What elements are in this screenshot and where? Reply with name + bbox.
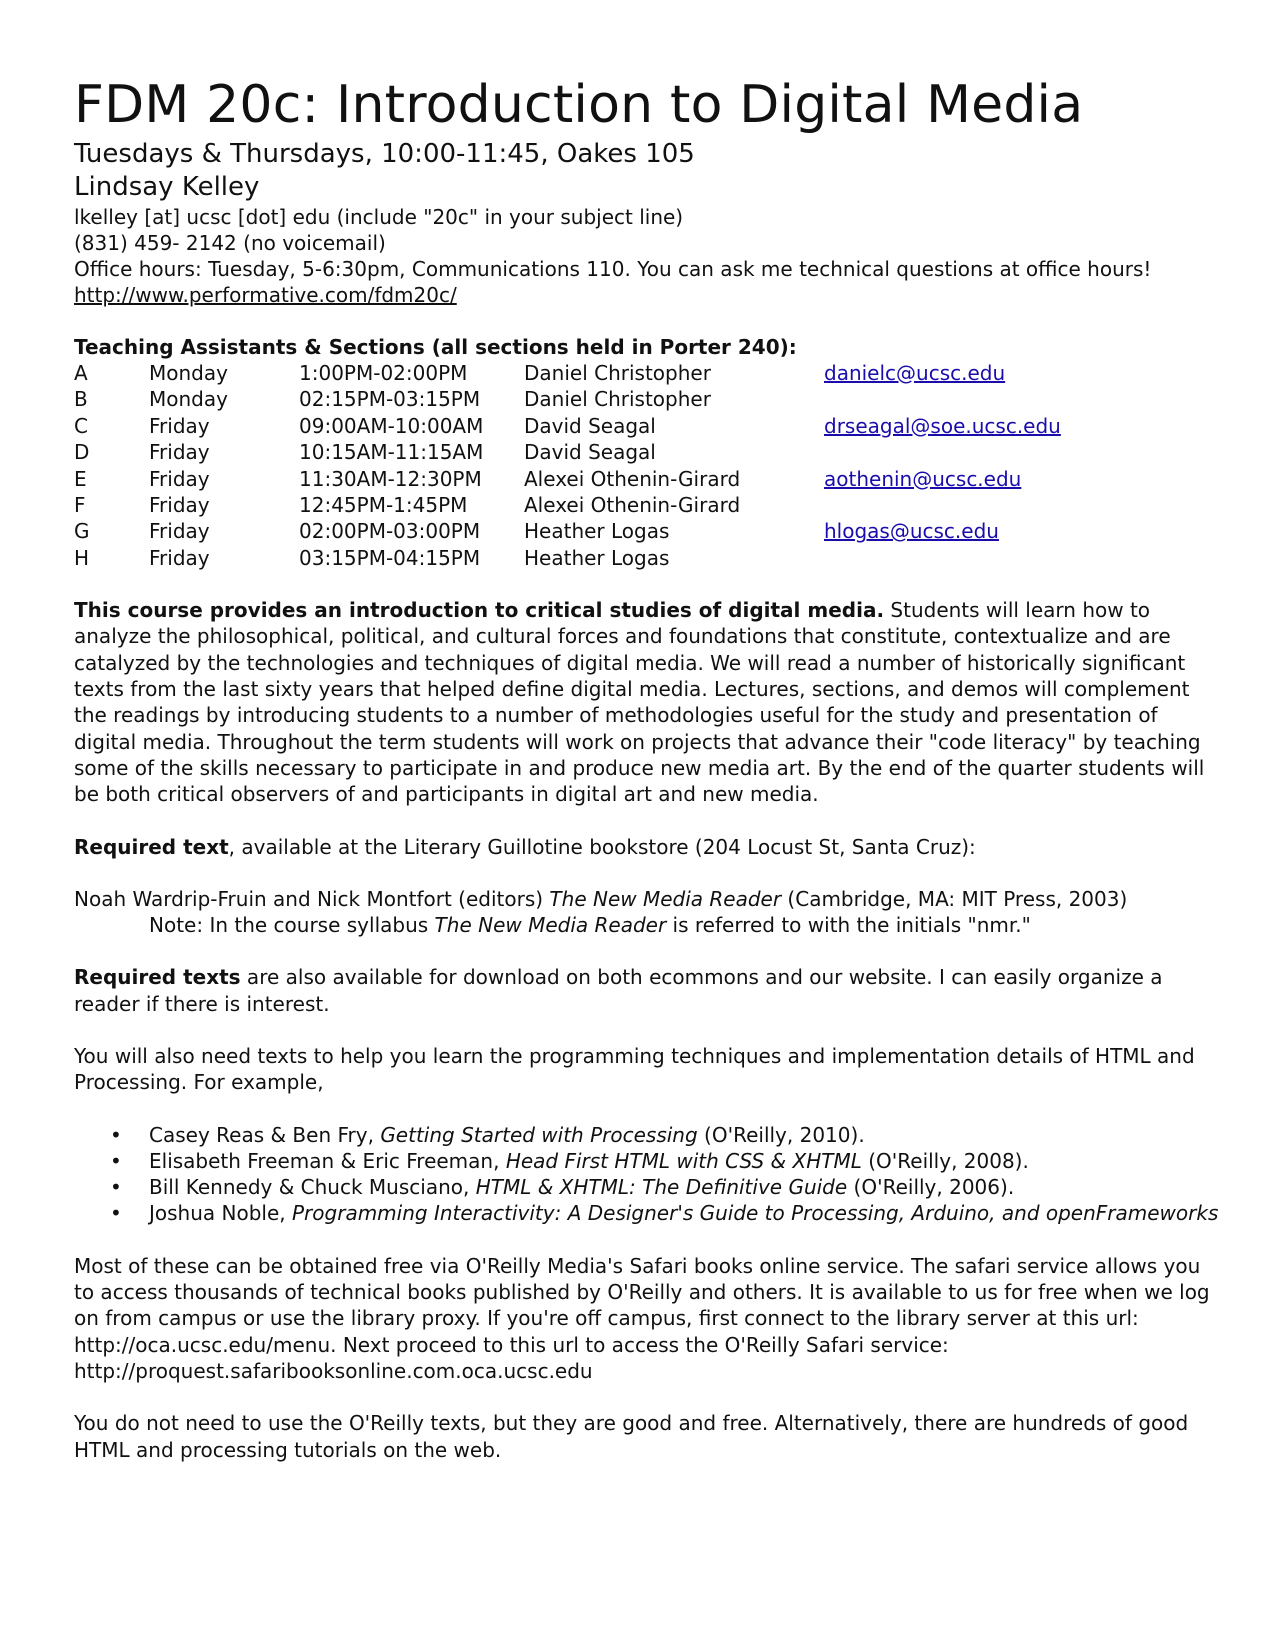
book-authors: Bill Kennedy & Chuck Musciano,	[149, 1175, 476, 1200]
required-text-line: Required text, available at the Literary Guillotine bookstore (204 Locust St, Santa Cruz):	[74, 834, 976, 859]
section-time: 11:30AM-12:30PM	[299, 466, 482, 491]
ta-email-cell	[824, 386, 1124, 412]
section-day: Friday	[149, 466, 210, 491]
section-time: 02:00PM-03:00PM	[299, 519, 481, 544]
section-time: 12:45PM-1:45PM	[299, 492, 468, 517]
ta-name: David Seagal	[524, 413, 656, 438]
ta-email-link[interactable]: hlogas@ucsc.edu	[824, 519, 999, 544]
section-day: Friday	[149, 519, 210, 544]
ta-email-cell	[824, 492, 1124, 518]
section-letter: G	[74, 519, 90, 544]
book-item	[74, 1200, 1224, 1226]
course-description	[74, 597, 1224, 807]
book-item	[74, 1122, 1224, 1148]
bullet-icon: •	[110, 1148, 122, 1173]
ta-row	[74, 466, 1124, 492]
required-text-lead: Required text	[74, 834, 229, 859]
book-item	[74, 1174, 1224, 1200]
ta-sections-table	[74, 360, 1124, 571]
instructor-phone: (831) 459- 2142 (no voicemail)	[74, 231, 386, 255]
ta-row	[74, 439, 1124, 465]
ta-name: Heather Logas	[524, 519, 670, 544]
section-time: 1:00PM-02:00PM	[299, 361, 468, 385]
ta-row	[74, 413, 1124, 439]
ta-name: Daniel Christopher	[524, 361, 711, 385]
book-item	[74, 1148, 1224, 1174]
book-title: Getting Started with Processing	[380, 1122, 698, 1147]
ta-email-cell	[824, 360, 1124, 386]
ta-email-cell	[824, 518, 1124, 544]
book-publisher: (O'Reilly, 2006).	[847, 1175, 1015, 1200]
ta-name: Heather Logas	[524, 545, 670, 570]
ta-name: David Seagal	[524, 440, 656, 465]
ta-row	[74, 492, 1124, 518]
section-day: Friday	[149, 492, 210, 517]
book-title: HTML & XHTML: The Definitive Guide	[475, 1175, 848, 1200]
section-day: Friday	[149, 413, 210, 438]
safari-paragraph: Most of these can be obtained free via O'Reilly Media's Safari books online service. The safari service allows you to access thousands of technical books published by O'Reilly and others. It is available to us for free when we log on from campus or use the library proxy. If you're off campus, first connect to the library server at this url: http://oca.ucsc.edu/menu. Next proceed to this url to access the O'Reilly Safari service: http://proquest.safaribooksonline.com.oca.ucsc.edu	[74, 1253, 1210, 1383]
course-title: FDM 20c: Introduction to Digital Media	[74, 75, 1084, 135]
instructor-name: Lindsay Kelley	[74, 172, 260, 202]
reader-title: The New Media Reader	[549, 886, 782, 911]
section-letter: D	[74, 440, 90, 465]
ta-email-cell	[824, 439, 1124, 465]
ta-row	[74, 386, 1124, 412]
programming-intro: You will also need texts to help you learn the programming techniques and implementation details of HTML and Processing. For example,	[74, 1043, 1195, 1095]
ta-name: Alexei Othenin-Girard	[524, 492, 741, 517]
ta-email-cell	[824, 545, 1124, 571]
section-letter: F	[74, 492, 86, 517]
syllabus-page	[74, 72, 1224, 1463]
book-publisher: (O'Reilly, 2008).	[861, 1148, 1029, 1173]
course-website-link[interactable]: http://www.performative.com/fdm20c/	[74, 283, 457, 307]
reader-note: Note: In the course syllabus The New Media Reader is referred to with the initials "nmr."	[149, 913, 1031, 938]
bullet-icon: •	[110, 1201, 122, 1226]
description-body: Students will learn how to analyze the philosophical, political, and cultural forces and foundations that constitute, contextualize and are catalyzed by the technologies and techniques of digital media. We will read a number of historically significant texts from the last sixty years that helped define digital media. Lectures, sections, and demos will complement the readings by introducing students to a number of methodologies useful for the study and presentation of digital media. Throughout the term students will work on projects that advance their "code literacy" by teaching some of the skills necessary to participate in and produce new media art. By the end of the quarter students will be both critical observers of and participants in digital art and new media.	[74, 598, 1205, 807]
section-day: Friday	[149, 545, 210, 570]
ta-email-link[interactable]: danielc@ucsc.edu	[824, 361, 1006, 385]
ta-email-cell	[824, 466, 1124, 492]
description-lead: This course provides an introduction to critical studies of digital media.	[74, 598, 885, 623]
section-day: Friday	[149, 440, 210, 465]
ta-name: Daniel Christopher	[524, 387, 711, 412]
section-time: 02:15PM-03:15PM	[299, 387, 481, 412]
ta-email-link[interactable]: aothenin@ucsc.edu	[824, 466, 1022, 491]
bullet-icon: •	[110, 1122, 122, 1147]
book-publisher: (O'Reilly, 2010).	[697, 1122, 865, 1147]
book-title: Head First HTML with CSS & XHTML	[505, 1148, 862, 1173]
book-title: Programming Interactivity: A Designer's Guide to Processing, Arduino, and openFrameworks	[292, 1201, 1219, 1226]
section-time: 03:15PM-04:15PM	[299, 545, 481, 570]
bullet-icon: •	[110, 1175, 122, 1200]
book-authors: Joshua Noble,	[149, 1201, 292, 1226]
ta-email-cell	[824, 413, 1124, 439]
book-authors: Elisabeth Freeman & Eric Freeman,	[149, 1148, 506, 1173]
required-texts-line: Required texts are also available for download on both ecommons and our website. I can easily organize a reader if there is interest.	[74, 965, 1163, 1016]
required-texts-lead: Required texts	[74, 965, 241, 990]
ta-row	[74, 518, 1124, 544]
section-letter: A	[74, 361, 88, 385]
instructor-email: lkelley [at] ucsc [dot] edu (include "20c" in your subject line)	[74, 205, 684, 229]
office-hours: Office hours: Tuesday, 5-6:30pm, Communications 110. You can ask me technical questions at office hours!	[74, 257, 1152, 281]
section-day: Monday	[149, 387, 228, 412]
ta-row	[74, 545, 1124, 571]
closing-paragraph: You do not need to use the O'Reilly texts, but they are good and free. Alternatively, there are hundreds of good HTML and processing tutorials on the web.	[74, 1411, 1189, 1462]
book-authors: Casey Reas & Ben Fry,	[149, 1122, 381, 1147]
ta-name: Alexei Othenin-Girard	[524, 466, 741, 491]
reader-citation: Noah Wardrip-Fruin and Nick Montfort (editors) The New Media Reader (Cambridge, MA: MIT Press, 2003)	[74, 886, 1128, 911]
section-letter: B	[74, 387, 88, 412]
section-letter: H	[74, 545, 90, 570]
ta-row	[74, 360, 1124, 386]
section-time: 09:00AM-10:00AM	[299, 413, 484, 438]
ta-email-link[interactable]: drseagal@soe.ucsc.edu	[824, 413, 1061, 438]
section-letter: E	[74, 466, 87, 491]
ta-sections-heading: Teaching Assistants & Sections (all sections held in Porter 240):	[74, 335, 797, 359]
section-letter: C	[74, 413, 88, 438]
class-schedule: Tuesdays & Thursdays, 10:00-11:45, Oakes 105	[74, 139, 695, 169]
section-time: 10:15AM-11:15AM	[299, 440, 484, 465]
programming-books-list	[74, 1122, 1224, 1227]
section-day: Monday	[149, 361, 228, 385]
